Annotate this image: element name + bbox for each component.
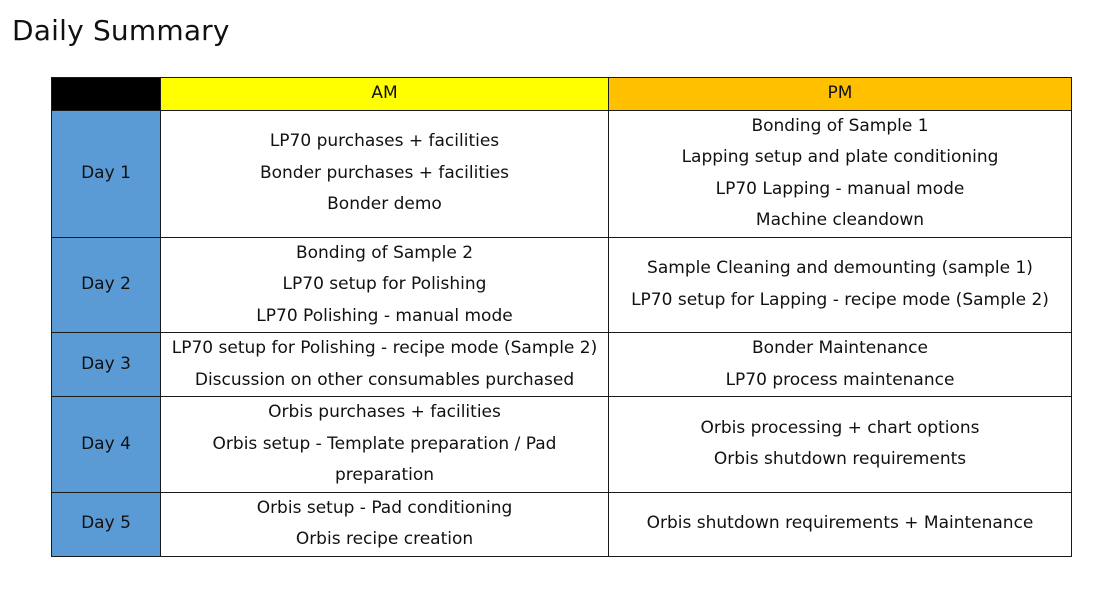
pm-activity: LP70 setup for Lapping - recipe mode (Sample 2) (631, 289, 1049, 310)
am-activity: Orbis setup - Template preparation / Pad (212, 433, 557, 454)
am-activity: LP70 Polishing - manual mode (256, 305, 513, 326)
am-activity: Orbis setup - Pad conditioning (256, 497, 513, 518)
page-title: Daily Summary (12, 14, 230, 47)
table-row (52, 492, 1072, 556)
pm-cell (609, 397, 1072, 493)
pm-activity: Bonding of Sample 1 (751, 115, 929, 136)
day-label-cell: Day 1 (52, 110, 161, 237)
daily-summary-table (51, 77, 1072, 557)
day-label-cell: Day 3 (52, 333, 161, 397)
am-activity: Orbis recipe creation (295, 529, 474, 549)
pm-activity: Orbis processing + chart options (700, 417, 980, 438)
am-activity: LP70 setup for Polishing (282, 274, 487, 294)
pm-activity: Orbis shutdown requirements + Maintenance (646, 513, 1034, 534)
am-cell (161, 333, 609, 397)
am-cell (161, 237, 609, 333)
pm-column-header: PM (609, 78, 1072, 111)
am-cell (161, 397, 609, 493)
day-label-cell: Day 5 (52, 492, 161, 556)
day-label-cell: Day 2 (52, 237, 161, 333)
am-activity: LP70 setup for Polishing - recipe mode (Sample 2) (171, 338, 598, 358)
pm-cell (609, 110, 1072, 237)
table-row (52, 110, 1072, 237)
am-activity: Bonding of Sample 2 (295, 242, 474, 263)
am-cell (161, 492, 609, 556)
pm-activity: Orbis shutdown requirements (713, 449, 967, 470)
pm-activity: LP70 Lapping - manual mode (715, 178, 965, 199)
am-activity: Orbis purchases + facilities (268, 402, 501, 422)
table-row (52, 397, 1072, 493)
pm-activity: Sample Cleaning and demounting (sample 1) (647, 258, 1033, 279)
pm-activity: Lapping setup and plate conditioning (681, 147, 999, 167)
am-activity: Discussion on other consumables purchased (194, 369, 575, 390)
corner-header-cell (52, 78, 161, 111)
table-row (52, 237, 1072, 333)
pm-activity: Bonder Maintenance (752, 338, 928, 358)
pm-activity: LP70 process maintenance (725, 369, 955, 390)
am-activity: preparation (334, 465, 435, 485)
header-row (52, 78, 1072, 111)
am-column-header: AM (161, 78, 609, 111)
day-label-cell: Day 4 (52, 397, 161, 493)
pm-cell (609, 237, 1072, 333)
pm-cell (609, 333, 1072, 397)
am-activity: LP70 purchases + facilities (269, 131, 500, 152)
am-activity: Bonder demo (327, 194, 442, 215)
table-row (52, 333, 1072, 397)
pm-cell (609, 492, 1072, 556)
am-activity: Bonder purchases + facilities (259, 162, 510, 183)
pm-activity: Machine cleandown (755, 210, 925, 230)
am-cell (161, 110, 609, 237)
